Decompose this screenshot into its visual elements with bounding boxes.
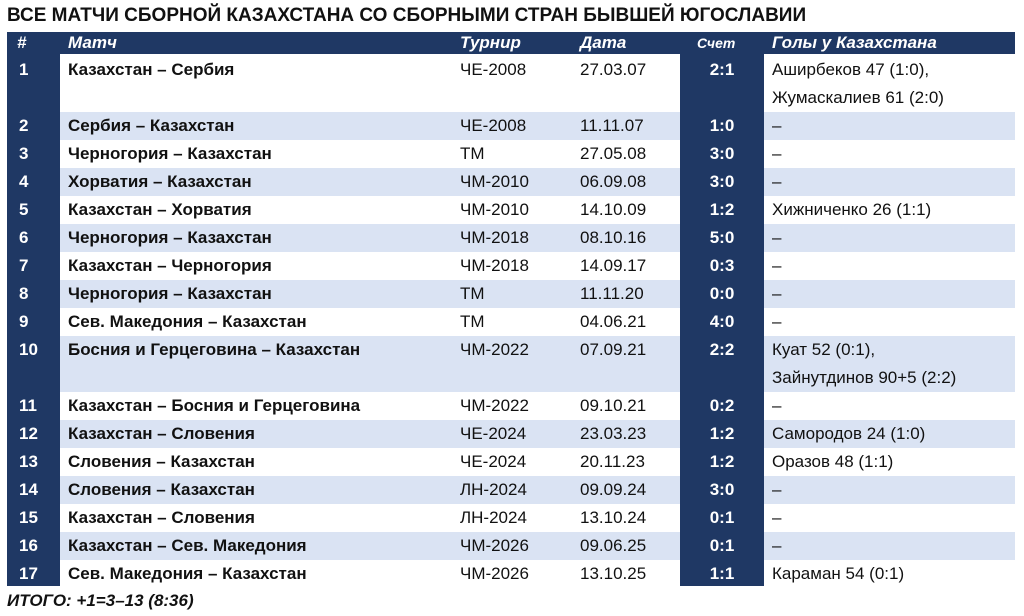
goals-cell xyxy=(772,476,781,504)
match-score: 4:0 xyxy=(709,312,735,331)
table-row xyxy=(19,308,1015,336)
tournament: ЧМ-2022 xyxy=(460,396,529,415)
match-date: 11.11.07 xyxy=(580,116,644,135)
goal-line: – xyxy=(772,536,782,555)
header-date: Дата xyxy=(580,33,627,52)
goal-line: – xyxy=(772,480,782,499)
match-name: Словения – Казахстан xyxy=(68,480,255,499)
goals-cell xyxy=(772,252,781,280)
match-score: 1:2 xyxy=(709,452,735,471)
goals-cell xyxy=(772,532,781,560)
match-score: 2:2 xyxy=(709,340,735,359)
row-bg xyxy=(764,224,1015,252)
match-name: Сербия – Казахстан xyxy=(68,116,235,135)
table-row xyxy=(19,224,1015,252)
goals-cell xyxy=(772,112,781,140)
match-score: 0:2 xyxy=(709,396,735,415)
tournament: ТМ xyxy=(460,144,485,163)
tournament: ЧЕ-2024 xyxy=(460,452,527,471)
row-number: 1 xyxy=(19,60,29,79)
goals-cell xyxy=(772,560,904,588)
goals-cell xyxy=(772,308,781,336)
row-number: 10 xyxy=(19,340,38,359)
row-number: 14 xyxy=(19,480,38,499)
match-score: 0:3 xyxy=(709,256,735,275)
tournament: ЧМ-2010 xyxy=(460,172,529,191)
row-bg xyxy=(764,280,1015,308)
match-name: Черногория – Казахстан xyxy=(68,228,272,247)
row-bg xyxy=(764,168,1015,196)
match-date: 06.09.08 xyxy=(580,172,647,191)
match-name: Казахстан – Словения xyxy=(68,424,255,443)
goal-line: – xyxy=(772,172,782,191)
match-name: Казахстан – Сербия xyxy=(68,60,235,79)
table-row xyxy=(19,252,1015,280)
table-row xyxy=(19,448,1015,476)
table-row xyxy=(19,560,1015,588)
tournament: ЧЕ-2008 xyxy=(460,60,527,79)
tournament: ЧЕ-2024 xyxy=(460,424,527,443)
goals-cell xyxy=(772,448,893,476)
row-number: 17 xyxy=(19,564,38,583)
row-number: 8 xyxy=(19,284,29,303)
match-date: 09.06.25 xyxy=(580,536,647,555)
match-score: 1:0 xyxy=(709,116,735,135)
match-name: Казахстан – Сев. Македония xyxy=(68,536,307,555)
row-number: 6 xyxy=(19,228,29,247)
match-score: 0:1 xyxy=(709,536,735,555)
table-row xyxy=(19,532,1015,560)
row-number: 16 xyxy=(19,536,38,555)
match-score: 3:0 xyxy=(709,480,735,499)
match-date: 14.10.09 xyxy=(580,200,647,219)
tournament: ЧМ-2018 xyxy=(460,256,529,275)
match-date: 27.03.07 xyxy=(580,60,647,79)
goals-cell xyxy=(772,392,781,420)
goal-line: – xyxy=(772,396,782,415)
goal-line: – xyxy=(772,228,782,247)
table-row xyxy=(19,112,1015,140)
tournament: ЛН-2024 xyxy=(460,480,527,499)
match-name: Черногория – Казахстан xyxy=(68,284,272,303)
tournament: ЧМ-2026 xyxy=(460,564,529,583)
goals-cell xyxy=(772,336,956,392)
header-tournament: Турнир xyxy=(460,33,521,52)
goal-line: Куат 52 (0:1), xyxy=(772,340,876,359)
row-number: 12 xyxy=(19,424,38,443)
match-score: 1:2 xyxy=(709,200,735,219)
page-title: ВСЕ МАТЧИ СБОРНОЙ КАЗАХСТАНА СО СБОРНЫМИ СТРАН БЫВШЕЙ ЮГОСЛАВИИ xyxy=(7,5,807,26)
goal-line: Жумаскалиев 61 (2:0) xyxy=(772,88,944,107)
match-date: 11.11.20 xyxy=(580,284,644,303)
goal-line: Аширбеков 47 (1:0), xyxy=(772,60,930,79)
header-score: Счет xyxy=(697,35,736,51)
table-row xyxy=(19,476,1015,504)
table-row xyxy=(19,336,1015,392)
goal-line: Хижниченко 26 (1:1) xyxy=(772,200,932,219)
tournament: ЛН-2024 xyxy=(460,508,527,527)
row-bg xyxy=(764,308,1015,336)
match-date: 09.10.21 xyxy=(580,396,647,415)
match-date: 14.09.17 xyxy=(580,256,647,275)
total-summary: ИТОГО: +1=3–13 (8:36) xyxy=(7,591,194,610)
match-name: Сев. Македония – Казахстан xyxy=(68,564,307,583)
goal-line: Самородов 24 (1:0) xyxy=(772,424,926,443)
tournament: ТМ xyxy=(460,312,485,331)
match-date: 07.09.21 xyxy=(580,340,647,359)
match-name: Казахстан – Словения xyxy=(68,508,255,527)
match-score: 2:1 xyxy=(709,60,735,79)
table-row xyxy=(19,168,1015,196)
tournament: ЧЕ-2008 xyxy=(460,116,527,135)
goals-cell xyxy=(772,280,781,308)
row-bg xyxy=(764,140,1015,168)
match-date: 27.05.08 xyxy=(580,144,647,163)
row-bg xyxy=(764,252,1015,280)
goal-line: Караман 54 (0:1) xyxy=(772,564,905,583)
goals-cell xyxy=(772,224,781,252)
match-date: 08.10.16 xyxy=(580,228,647,247)
row-bg xyxy=(764,476,1015,504)
match-date: 23.03.23 xyxy=(580,424,647,443)
match-score: 3:0 xyxy=(709,172,735,191)
row-number: 7 xyxy=(19,256,29,275)
tournament: ЧМ-2026 xyxy=(460,536,529,555)
match-score: 5:0 xyxy=(709,228,735,247)
match-date: 20.11.23 xyxy=(580,452,645,471)
match-date: 13.10.24 xyxy=(580,508,647,527)
match-date: 13.10.25 xyxy=(580,564,647,583)
row-number: 15 xyxy=(19,508,38,527)
goal-line: – xyxy=(772,256,782,275)
match-name: Босния и Герцеговина – Казахстан xyxy=(68,340,361,359)
match-score: 3:0 xyxy=(709,144,735,163)
table-row xyxy=(19,420,1015,448)
goal-line: – xyxy=(772,284,782,303)
match-score: 1:2 xyxy=(709,424,735,443)
table-row xyxy=(19,280,1015,308)
match-name: Словения – Казахстан xyxy=(68,452,255,471)
match-score: 0:1 xyxy=(709,508,735,527)
header-num: # xyxy=(17,33,27,52)
table-row xyxy=(19,140,1015,168)
row-bg xyxy=(764,112,1015,140)
row-number: 2 xyxy=(19,116,29,135)
goal-line: – xyxy=(772,144,782,163)
tournament: ЧМ-2022 xyxy=(460,340,529,359)
match-score: 1:1 xyxy=(709,564,735,583)
match-date: 09.09.24 xyxy=(580,480,647,499)
goals-cell xyxy=(772,56,944,112)
goal-line: – xyxy=(772,312,782,331)
match-name: Казахстан – Черногория xyxy=(68,256,272,275)
row-number: 11 xyxy=(19,396,37,415)
tournament: ТМ xyxy=(460,284,485,303)
match-name: Казахстан – Босния и Герцеговина xyxy=(68,396,361,415)
row-number: 4 xyxy=(19,172,29,191)
match-name: Сев. Македония – Казахстан xyxy=(68,312,307,331)
header-goals: Голы у Казахстана xyxy=(772,33,937,52)
header-match: Матч xyxy=(68,33,117,52)
goals-cell xyxy=(772,196,931,224)
goals-cell xyxy=(772,420,925,448)
row-bg xyxy=(764,532,1015,560)
row-number: 3 xyxy=(19,144,29,163)
table-row xyxy=(19,56,1015,112)
goals-cell xyxy=(772,168,781,196)
goal-line: – xyxy=(772,508,782,527)
goal-line: – xyxy=(772,116,782,135)
table-row xyxy=(19,392,1015,420)
row-number: 9 xyxy=(19,312,29,331)
table-row xyxy=(19,504,1015,532)
tournament: ЧМ-2018 xyxy=(460,228,529,247)
match-name: Черногория – Казахстан xyxy=(68,144,272,163)
goals-cell xyxy=(772,504,781,532)
table-row xyxy=(19,196,1015,224)
goal-line: Оразов 48 (1:1) xyxy=(772,452,894,471)
tournament: ЧМ-2010 xyxy=(460,200,529,219)
row-number: 5 xyxy=(19,200,29,219)
goals-cell xyxy=(772,140,781,168)
match-name: Казахстан – Хорватия xyxy=(68,200,252,219)
match-name: Хорватия – Казахстан xyxy=(68,172,252,191)
row-number: 13 xyxy=(19,452,38,471)
match-score: 0:0 xyxy=(709,284,735,303)
row-bg xyxy=(764,392,1015,420)
match-date: 04.06.21 xyxy=(580,312,647,331)
row-bg xyxy=(764,504,1015,532)
goal-line: Зайнутдинов 90+5 (2:2) xyxy=(772,368,957,387)
